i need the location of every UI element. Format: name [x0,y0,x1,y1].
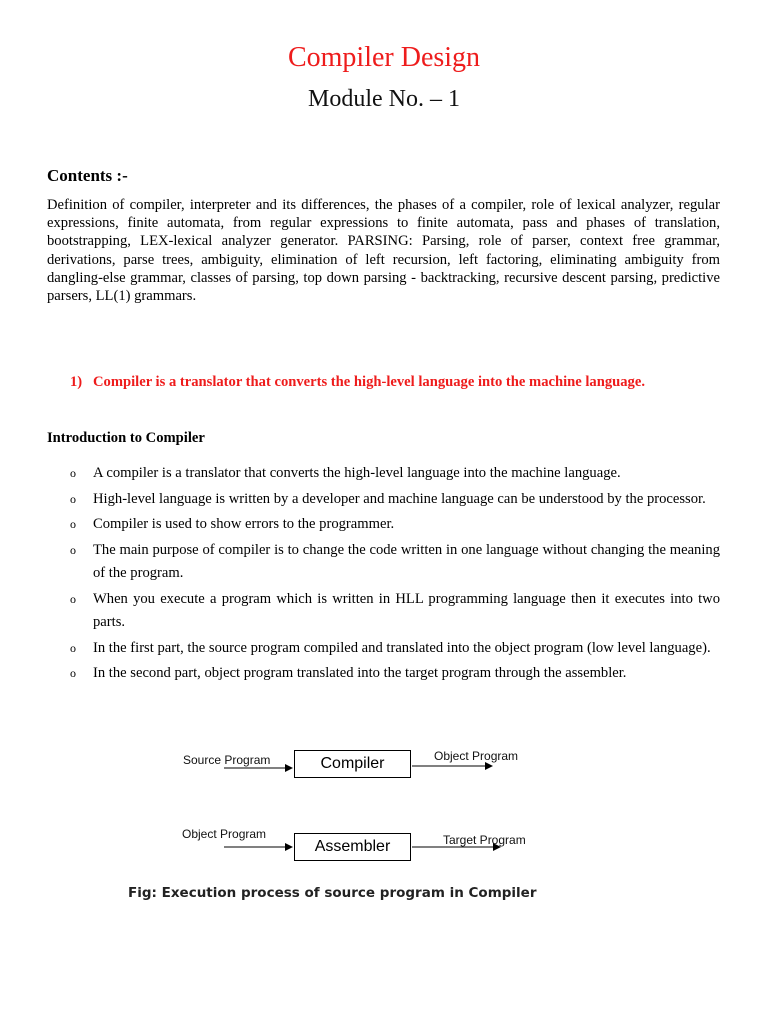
list-item [70,539,720,586]
assembler-box: Assembler [294,833,411,861]
figure-caption: Fig: Execution process of source program in Compiler [128,885,537,901]
module-number: Module No. – 1 [308,86,460,112]
bullet-marker: o [70,542,76,557]
list-item-text: The main purpose of compiler is to change the code written in one language without changing the meaning of the program. [93,541,720,581]
section-1-heading [70,374,645,391]
section-1-number: 1) [70,374,83,390]
label-object-program: Object Program [434,749,519,763]
list-item-text: High-level language is written by a developer and machine language can be understood by the processor. [93,490,706,507]
bullet-marker: o [70,491,76,506]
document-title: Compiler Design [287,42,481,73]
list-item [70,462,720,486]
intro-bullet-list [70,462,720,688]
list-item-text: A compiler is a translator that converts the high-level language into the machine language. [93,465,621,481]
list-item-text: When you execute a program which is written in HLL programming language then it executes into two parts. [93,590,720,630]
list-item [70,662,720,686]
intro-heading: Introduction to Compiler [47,430,205,446]
label-object-program-input: Object Program [182,827,267,841]
contents-heading: Contents :- [47,166,128,185]
label-target-program: Target Program [443,833,526,847]
bullet-marker: o [70,640,76,655]
label-source-program: Source Program [183,753,271,767]
list-item-text: In the first part, the source program compiled and translated into the object program (low level language). [93,639,711,656]
list-item [70,488,720,512]
execution-process-diagram [170,740,570,870]
bullet-marker: o [70,591,76,606]
bullet-marker: o [70,517,76,531]
bullet-marker: o [70,666,76,680]
list-item-text: Compiler is used to show errors to the programmer. [93,516,395,532]
contents-paragraph: Definition of compiler, interpreter and its differences, the phases of a compiler, role of lexical analyzer, regular expressions, finite automata, from regular expressions to finite automata, pass and phases of translation, bootstrapping, LEX-lexical analyzer generator. PARSING: Parsing, role of parser, context free grammar, derivations, parse trees, ambiguity, elimination of left recursion, left factoring, eliminating ambiguity from dangling-else grammar, classes of parsing, top down parsing - backtracking, recursive descent parsing, predictive parsers, LL(1) grammars. [47,197,720,305]
section-1-text: Compiler is a translator that converts the high-level language into the machine language. [93,374,645,390]
list-item [70,513,720,537]
list-item-text: In the second part, object program translated into the target program through the assembler. [93,665,627,681]
compiler-box: Compiler [294,750,411,778]
list-item [70,637,720,661]
bullet-marker: o [70,466,76,480]
list-item [70,588,720,635]
